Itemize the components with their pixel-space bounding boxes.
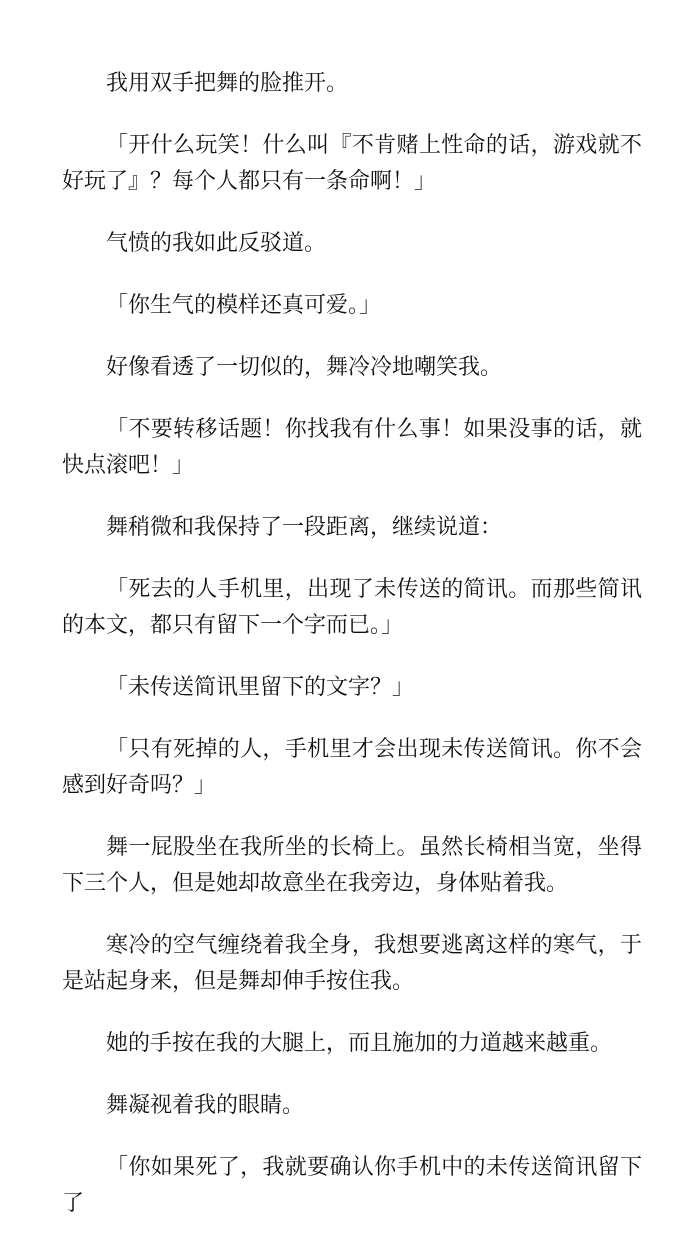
paragraph-6: 「不要转移话题！你找我有什么事！如果没事的话，就快点滚吧！」 (62, 417, 642, 478)
paragraph-15: 「你如果死了，我就要确认你手机中的未传送简讯留下了 (62, 1155, 642, 1216)
paragraph-3: 气愤的我如此反驳道。 (106, 231, 327, 256)
paragraph-9: 「未传送简讯里留下的文字？」 (106, 675, 415, 700)
paragraph-2: 「开什么玩笑！什么叫『不肯赌上性命的话，游戏就不好玩了』？每个人都只有一条命啊！」 (62, 133, 642, 194)
paragraph-10: 「只有死掉的人，手机里才会出现未传送简讯。你不会感到好奇吗？」 (62, 737, 642, 798)
paragraph-12: 寒冷的空气缠绕着我全身，我想要逃离这样的寒气，于是站起身来，但是舞却伸手按住我。 (62, 933, 642, 994)
paragraph-1: 我用双手把舞的脸推开。 (106, 71, 349, 96)
paragraph-5: 好像看透了一切似的，舞冷冷地嘲笑我。 (106, 355, 503, 380)
paragraph-13: 她的手按在我的大腿上，而且施加的力道越来越重。 (106, 1031, 613, 1056)
page-body (62, 66, 642, 1248)
paragraph-11: 舞一屁股坐在我所坐的长椅上。虽然长椅相当宽，坐得下三个人，但是她却故意坐在我旁边，身体贴着我。 (62, 835, 642, 896)
paragraph-8: 「死去的人手机里，出现了未传送的简讯。而那些简讯的本文，都只有留下一个字而已。」 (62, 577, 642, 638)
paragraph-14: 舞凝视着我的眼睛。 (106, 1093, 305, 1118)
paragraph-4: 「你生气的模样还真可爱。」 (106, 293, 382, 318)
paragraph-7: 舞稍微和我保持了一段距离，继续说道： (106, 515, 503, 540)
